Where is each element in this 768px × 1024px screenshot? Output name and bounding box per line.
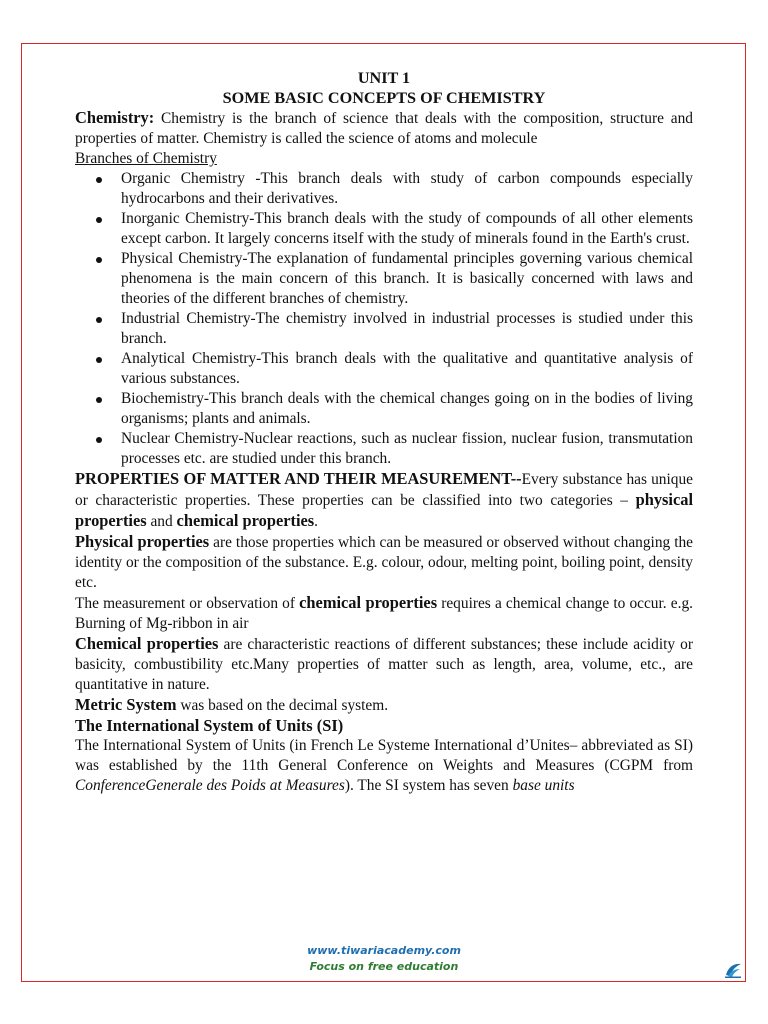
document-body bbox=[75, 68, 693, 796]
properties-text: Every substance has unique or characteristic properties. These properties can be classified into two categories – bbox=[75, 471, 693, 509]
properties-heading: PROPERTIES OF MATTER AND THEIR MEASUREMENT-- bbox=[75, 469, 522, 488]
chemical-term: Chemical properties bbox=[75, 634, 219, 653]
footer-tagline: Focus on free education bbox=[309, 960, 459, 973]
measurement-after: requires a chemical change to occur. e.g. Burning of Mg-ribbon in air bbox=[75, 595, 693, 632]
chemical-properties-term: chemical properties bbox=[176, 511, 315, 530]
list-item: Nuclear Chemistry-Nuclear reactions, such as nuclear fission, nuclear fusion, transmutation processes etc. are studied under this branch. bbox=[121, 430, 693, 467]
chapter-heading: SOME BASIC CONCEPTS OF CHEMISTRY bbox=[222, 89, 546, 107]
list-item: Biochemistry-This branch deals with the chemical changes going on in the bodies of living organisms; plants and animals. bbox=[121, 390, 693, 427]
si-text-2: ). The SI system has seven bbox=[344, 777, 513, 794]
unit-title: UNIT 1 bbox=[357, 69, 411, 87]
footer-website-link[interactable]: www.tiwariacademy.com bbox=[307, 944, 461, 957]
metric-paragraph bbox=[75, 695, 693, 716]
si-paragraph bbox=[75, 736, 693, 796]
measurement-paragraph bbox=[75, 593, 693, 634]
si-text-1: The International System of Units (in French Le Systeme International d’Unites– abbreviated as SI) was established by the 11th General Conference on Weights and Measures (CGPM from bbox=[75, 737, 693, 774]
properties-end: . bbox=[314, 513, 319, 530]
measurement-term: chemical properties bbox=[299, 593, 438, 612]
metric-term: Metric System bbox=[75, 695, 177, 714]
si-heading: The International System of Units (SI) bbox=[75, 716, 344, 735]
list-item: Physical Chemistry-The explanation of fundamental principles governing various chemical phenomena is the main concern of this branch. It is basically concerned with laws and theories of the different branches of chemistry. bbox=[121, 250, 693, 307]
list-item: Organic Chemistry -This branch deals with study of carbon compounds especially hydrocarbons and their derivatives. bbox=[121, 170, 693, 207]
metric-text: was based on the decimal system. bbox=[176, 697, 389, 714]
page-footer bbox=[0, 943, 768, 975]
intro-paragraph bbox=[75, 108, 693, 149]
si-italic-1: ConferenceGenerale des Poids at Measures bbox=[75, 777, 345, 794]
intro-term: Chemistry: bbox=[75, 108, 155, 127]
intro-text: Chemistry is the branch of science that deals with the composition, structure and properties of matter. Chemistry is called the science of atoms and molecule bbox=[75, 110, 693, 147]
branches-heading: Branches of Chemistry bbox=[75, 150, 217, 167]
list-item: Analytical Chemistry-This branch deals with the qualitative and quantitative analysis of various substances. bbox=[121, 350, 693, 387]
physical-term: Physical properties bbox=[75, 532, 210, 551]
chemical-text: are characteristic reactions of different substances; these include acidity or basicity, combustibility etc.Many properties of matter such as length, area, volume, etc., are quantitative in nature. bbox=[75, 636, 693, 693]
physical-properties-term: physical properties bbox=[75, 490, 693, 530]
properties-paragraph bbox=[75, 469, 693, 532]
academy-logo-icon bbox=[724, 961, 742, 979]
branches-list bbox=[75, 169, 693, 469]
chemical-paragraph bbox=[75, 634, 693, 695]
properties-and: and bbox=[146, 513, 177, 530]
measurement-before: The measurement or observation of bbox=[75, 595, 300, 612]
physical-text: are those properties which can be measured or observed without changing the identity or the composition of the substance. E.g. colour, odour, melting point, boiling point, density etc. bbox=[75, 534, 694, 591]
si-italic-2: base units bbox=[512, 777, 575, 794]
list-item: Inorganic Chemistry-This branch deals with the study of compounds of all other elements except carbon. It largely concerns itself with the study of minerals found in the Earth's crust. bbox=[121, 210, 693, 247]
physical-paragraph bbox=[75, 532, 693, 593]
list-item: Industrial Chemistry-The chemistry involved in industrial processes is studied under this branch. bbox=[121, 310, 693, 347]
